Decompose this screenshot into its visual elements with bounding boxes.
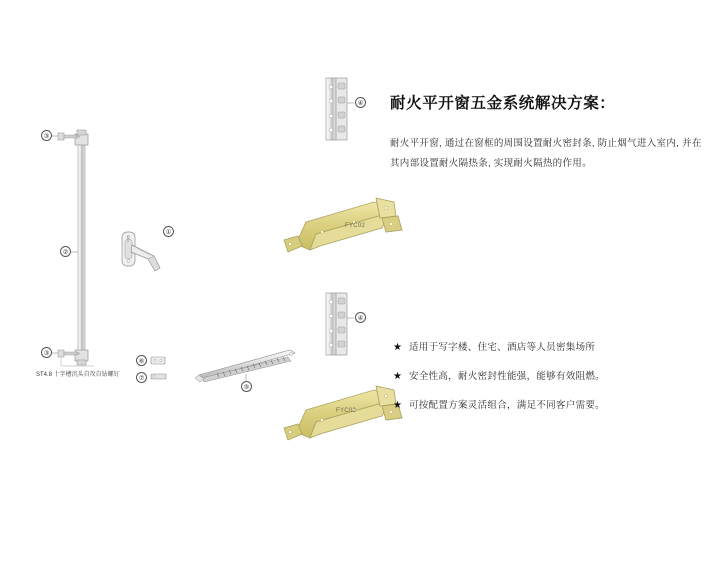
callout-4-lower: ④	[355, 312, 366, 323]
hinge-upper-brass	[262, 182, 422, 302]
star-icon: ★	[393, 371, 402, 382]
bullet-label: 安全性高，耐火密封性能强，能够有效阻燃。	[408, 371, 605, 382]
hinge-lower-steel	[326, 293, 354, 355]
list-item	[393, 371, 713, 383]
hinge-label-upper: FYC02	[345, 223, 366, 229]
bullet-label: 适用于写字楼、住宅、酒店等人员密集场所	[408, 342, 596, 353]
screw-caption: ST4.8 十字槽沉头自攻自钻螺钉	[36, 372, 120, 378]
transmission-rod-assembly	[71, 130, 88, 365]
description-paragraph: 耐火平开窗, 通过在窗框的周围设置耐火密封条, 防止烟气进入室内, 并在其内部设置耐火隔热条, 实现耐火隔热的作用。	[390, 137, 702, 169]
callout-5: ⑤	[241, 381, 252, 392]
callout-7: ⑦	[136, 372, 147, 383]
bullet-label: 可按配置方案灵活组合，满足不同客户需要。	[408, 400, 605, 411]
star-icon: ★	[393, 342, 402, 353]
feature-bullet-list	[393, 342, 713, 429]
description-panel	[390, 95, 710, 173]
bracket-small	[151, 357, 165, 364]
list-item	[393, 342, 713, 354]
hardware-exploded-diagram	[14, 30, 374, 530]
callout-4-upper: ④	[355, 97, 366, 108]
callout-3-lower: ③	[41, 347, 52, 358]
pin-small	[151, 374, 166, 379]
star-icon: ★	[393, 400, 402, 411]
hinge-label-lower: FYC02	[336, 408, 357, 414]
callout-1: ①	[163, 226, 174, 237]
callout-2: ②	[60, 246, 71, 257]
callout-3-upper: ③	[41, 130, 52, 141]
callout-6: ⑥	[136, 355, 147, 366]
list-item	[393, 400, 713, 412]
hinge-upper-steel	[326, 78, 354, 140]
window-handle	[122, 232, 160, 271]
page-title: 耐火平开窗五金系统解决方案：	[390, 95, 616, 112]
